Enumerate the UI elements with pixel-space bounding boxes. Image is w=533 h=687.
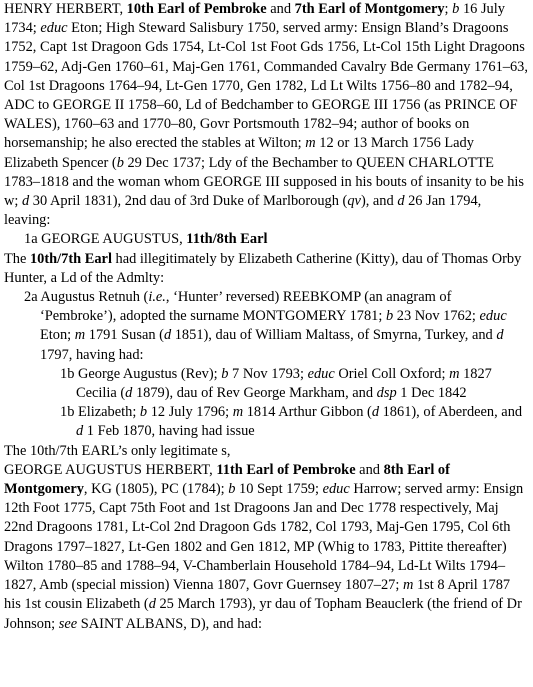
text-run: 1b Elizabeth; [60, 404, 140, 421]
italic-text: b [139, 404, 148, 421]
italic-text: d [76, 423, 84, 440]
italic-text: d [22, 193, 30, 210]
paragraph-1b-george-augustus-rev [4, 365, 529, 403]
text-run: 25 March 1793), yr dau of Topham Beauclerk (the friend of Dr Johnson; [4, 596, 522, 632]
text-run: 1a GEORGE AUGUSTUS, [24, 231, 187, 248]
paragraph-legitimate-son-intro [4, 442, 529, 461]
text-run: 1b George Augustus (Rev); [60, 365, 222, 382]
paragraph-illegitimate-issue [4, 250, 529, 288]
italic-text: m [74, 327, 86, 344]
italic-text: m [305, 135, 316, 152]
text-run: 30 April 1831), 2nd dau of 3rd Duke of Marlborough ( [29, 193, 348, 210]
text-run: Eton; High Steward Salisbury 1750, served army: Ensign Bland’s Dragoons 1752, Capt 1st Dragoon Gds 1754, Lt-Col 1st Foot Gds 1756, Lt-Col 15th Light Dragoons 1759–62, Adj-Gen 1760–61, Maj-Gen 1761, Commanded Cavalry Bde Germany 1761–63, Col 1st Dragoons 1764–94, Lt-Gen 1770, Gen 1782, Ld Lt Wilts 1756–80 and 1782–94, ADC to GEORGE II 1758–60, Ld of Bedchamber to GEORGE III 1756 (as PRINCE OF WALES), 1760–63 and 1770–80, Govr Portsmouth 1782–94; author of books on horsemanship; he also erected the stables at Wilton; [4, 20, 528, 152]
italic-text: d [125, 385, 133, 402]
paragraph-1a-george-augustus [4, 230, 529, 249]
text-run: 12 July 1796; [147, 404, 233, 421]
italic-text: b [452, 1, 460, 17]
text-run: Eton; [40, 327, 75, 344]
italic-text: i.e. [148, 289, 166, 306]
italic-text: see [58, 615, 78, 632]
text-run: 1827 Cecilia ( [76, 365, 492, 402]
text-run: 1 Dec 1842 [396, 385, 467, 402]
text-run: HENRY HERBERT, [4, 1, 127, 17]
italic-text: educ [40, 20, 68, 37]
text-run: 26 Jan 1794, leaving: [4, 193, 482, 229]
italic-text: b [228, 481, 236, 498]
italic-text: m [402, 577, 414, 594]
text-run: 1851), dau of William Maltass, of Smyrna, Turkey, and [171, 327, 497, 344]
text-run: 1861), of Aberdeen, and [379, 404, 523, 421]
paragraph-10th-earl-entry [4, 0, 529, 230]
italic-text: d [397, 193, 405, 210]
text-run: 1 Feb 1870, having had issue [83, 423, 255, 440]
italic-text: dsp [376, 385, 397, 402]
italic-text: m [449, 365, 460, 382]
text-run: 29 Dec 1737; Ldy of the Bechamber to QUEEN CHARLOTTE 1783–1818 and the woman whom GEORGE III supposed in his bouts of insanity to be his w; [4, 154, 525, 210]
text-run: , KG (1805), PC (1784); [83, 481, 229, 498]
text-run: SAINT ALBANS, D), and had: [77, 615, 262, 632]
bold-text: 10th/7th Earl [29, 250, 112, 267]
paragraph-1b-elizabeth [4, 403, 529, 441]
text-run: Oriel Coll Oxford; [334, 365, 450, 382]
italic-text: d [371, 404, 380, 421]
italic-text: d [148, 596, 156, 613]
text-run: 23 Nov 1762; [393, 308, 480, 325]
text-run: 10 Sept 1759; [235, 481, 323, 498]
text-run: 7 Nov 1793; [228, 365, 308, 382]
italic-text: educ [307, 365, 335, 382]
text-run: 1797, having had: [40, 346, 144, 363]
text-run: and [266, 1, 295, 17]
text-run: The [4, 250, 30, 267]
text-run: The 10th/7th EARL’s only legitimate s, [4, 442, 231, 459]
italic-text: b [116, 154, 124, 171]
text-run: 1814 Arthur Gibbon ( [243, 404, 372, 421]
bold-text: 8th Earl of Montgomery [4, 461, 450, 498]
bold-text: 11th/8th Earl [186, 231, 268, 248]
text-run: 12 or 13 March 1756 Lady Elizabeth Spencer ( [4, 135, 474, 171]
paragraph-11th-earl-entry [4, 461, 529, 634]
text-run: and [355, 461, 384, 478]
bold-text: 11th Earl of Pembroke [216, 461, 356, 478]
text-run: , ‘Hunter’ reversed) REEBKOMP (an anagram of ‘Pembroke’), adopted the surname MONTGOMERY 1781; [40, 289, 452, 325]
text-run: had illegitimately by Elizabeth Catherine (Kitty), dau of Thomas Orby Hunter, a Ld of the Admlty: [4, 250, 522, 286]
text-run: GEORGE AUGUSTUS HERBERT, [4, 461, 217, 478]
text-run: 1791 Susan ( [85, 327, 164, 344]
text-run: 16 July 1734; [4, 1, 505, 37]
bold-text: 7th Earl of Montgomery [294, 1, 445, 17]
text-run: 1879), dau of Rev George Markham, and [132, 385, 377, 402]
text-run: ; [444, 1, 453, 17]
italic-text: educ [479, 308, 507, 325]
paragraph-2a-augustus-retnuh [4, 288, 529, 365]
italic-text: educ [322, 481, 350, 498]
text-run: Harrow; served army: Ensign 12th Foot 1775, Capt 75th Foot and 1st Dragoons Jan and Dec 1778 respectively, Maj 22nd Dragoons 1781, Lt-Col 2nd Dragoon Gds 1782, Col 1793, Maj-Gen 1795, Col 6th Dragons 1797–1827, Lt-Gen 1802 and Gen 1812, MP (Whig to 1783, Pittite thereafter) Wilton 1780–85 and 1788–94, V-Chamberlain Household 1784–94, Ld-Lt Wilts 1794–1827, Amb (special mission) Vienna 1807, Govr Guernsey 1807–27; [4, 481, 524, 594]
italic-text: b [221, 365, 229, 382]
italic-text: qv [347, 193, 361, 210]
italic-text: m [232, 404, 244, 421]
text-run: 2a Augustus Retnuh ( [24, 289, 149, 306]
text-run: 1st 8 April 1787 his 1st cousin Elizabeth ( [4, 577, 511, 613]
italic-text: d [496, 327, 504, 344]
bold-text: 10th Earl of Pembroke [126, 1, 267, 17]
italic-text: d [163, 327, 172, 344]
italic-text: b [385, 308, 394, 325]
text-run: ), and [360, 193, 398, 210]
